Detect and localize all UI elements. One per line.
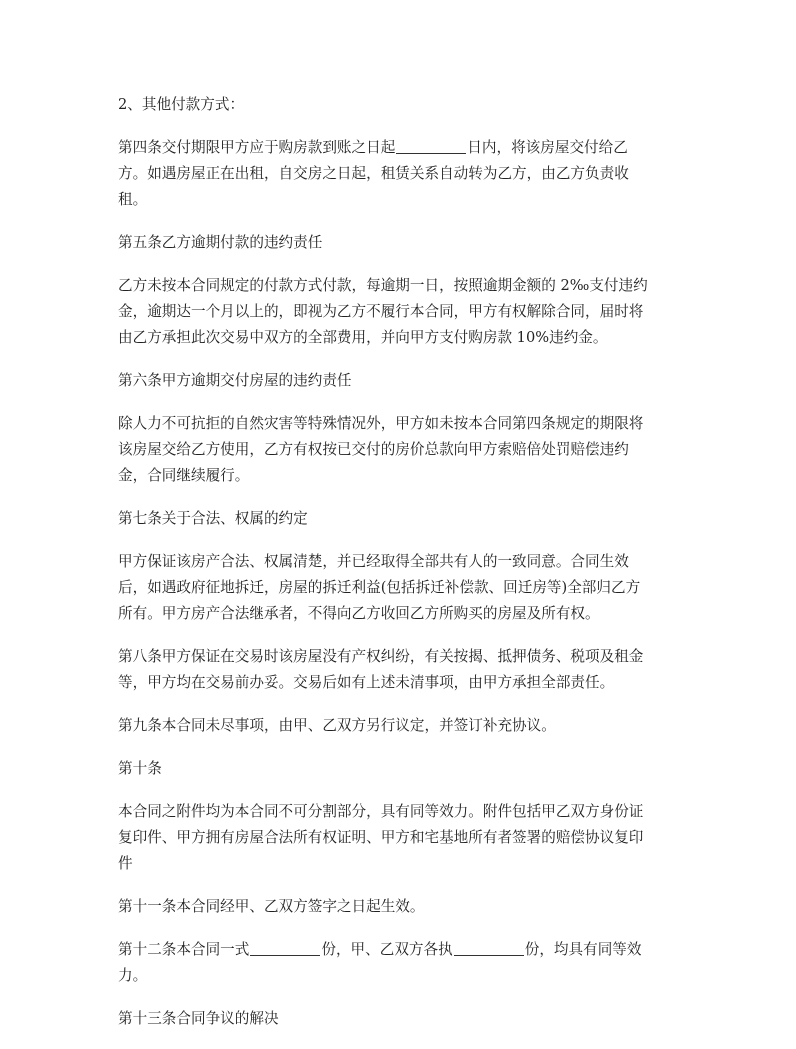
text-line [118,135,688,161]
text-line: 等，甲方均在交易前办妥。交易后如有上述未清事项，由甲方承担全部责任。 [118,674,615,691]
text-line: 第九条本合同未尽事项，由甲、乙双方另行议定，并签订补充协议。 [118,717,556,734]
paragraph-article-9 [118,713,688,739]
text-line: 甲方保证该房产合法、权属清楚，并已经取得全部共有人的一致同意。合同生效 [118,553,629,570]
fill-in-blank [454,939,524,956]
text-line: 除人力不可抗拒的自然灾害等特殊情况外，甲方如未按本合同第四条规定的期限将 [118,415,644,432]
text-fragment: 第四条交付期限甲方应于购房款到账之日起 [118,139,396,156]
paragraph-other-payment [118,92,688,118]
text-line: 租。 [118,191,148,208]
heading-article-5 [118,230,688,256]
text-line: 由乙方承担此次交易中双方的全部费用，并向甲方支付购房款 10%违约金。 [118,329,608,346]
paragraph-article-8 [118,644,688,696]
text-line: 第八条甲方保证在交易时该房屋没有产权纠纷，有关按揭、抵押债务、税项及租金 [118,648,644,665]
text-fragment: 日内，将该房屋交付给乙 [467,139,628,156]
paragraph-article-11 [118,894,688,920]
text-line [118,937,688,963]
paragraph-article-12 [118,937,688,989]
fill-in-blank [396,137,466,154]
text-line: 力。 [118,967,148,984]
text-line: 件 [118,855,133,872]
text-line: 第七条关于合法、权属的约定 [118,510,308,527]
document-body [118,92,688,1049]
text-line: 第十条 [118,760,162,777]
paragraph-article-5-body [118,273,688,351]
heading-article-7 [118,506,688,532]
text-line: 第十三条合同争议的解决 [118,1010,279,1027]
text-line: 复印件、甲方拥有房屋合法所有权证明、甲方和宅基地所有者签署的赔偿协议复印 [118,829,644,846]
fill-in-blank [250,939,320,956]
text-line: 本合同之附件均为本合同不可分割部分，具有同等效力。附件包括甲乙双方身份证 [118,803,644,820]
text-line: 第六条甲方逾期交付房屋的违约责任 [118,372,352,389]
text-line: 所有。甲方房产合法继承者，不得向乙方收回乙方所购买的房屋及所有权。 [118,605,600,622]
text-fragment: 第十二条本合同一式 [118,941,250,958]
text-line: 金，合同继续履行。 [118,467,250,484]
text-line: 2、其他付款方式： [118,96,245,113]
text-line: 乙方未按本合同规定的付款方式付款，每逾期一日，按照逾期金额的 2‰支付违约 [118,277,648,294]
text-line: 第十一条本合同经甲、乙双方签字之日起生效。 [118,898,425,915]
heading-article-6 [118,368,688,394]
text-line: 金，逾期达一个月以上的，即视为乙方不履行本合同，甲方有权解除合同，届时将 [118,303,644,320]
paragraph-article-6-body [118,411,688,489]
text-line: 后，如遇政府征地拆迁，房屋的拆迁利益(包括拆迁补偿款、回迁房等)全部归乙方 [118,579,641,596]
text-line: 该房屋交给乙方使用，乙方有权按已交付的房价总款向甲方索赔倍处罚赔偿违约 [118,441,629,458]
paragraph-article-7-body [118,549,688,627]
text-fragment: 份，均具有同等效 [524,941,642,958]
heading-article-10 [118,756,688,782]
text-line: 方。如遇房屋正在出租，自交房之日起，租赁关系自动转为乙方，由乙方负责收 [118,165,629,182]
text-line: 第五条乙方逾期付款的违约责任 [118,234,323,251]
paragraph-article-4 [118,135,688,213]
paragraph-article-10-body [118,799,688,877]
text-fragment: 份，甲、乙双方各执 [321,941,453,958]
heading-article-13 [118,1006,688,1032]
